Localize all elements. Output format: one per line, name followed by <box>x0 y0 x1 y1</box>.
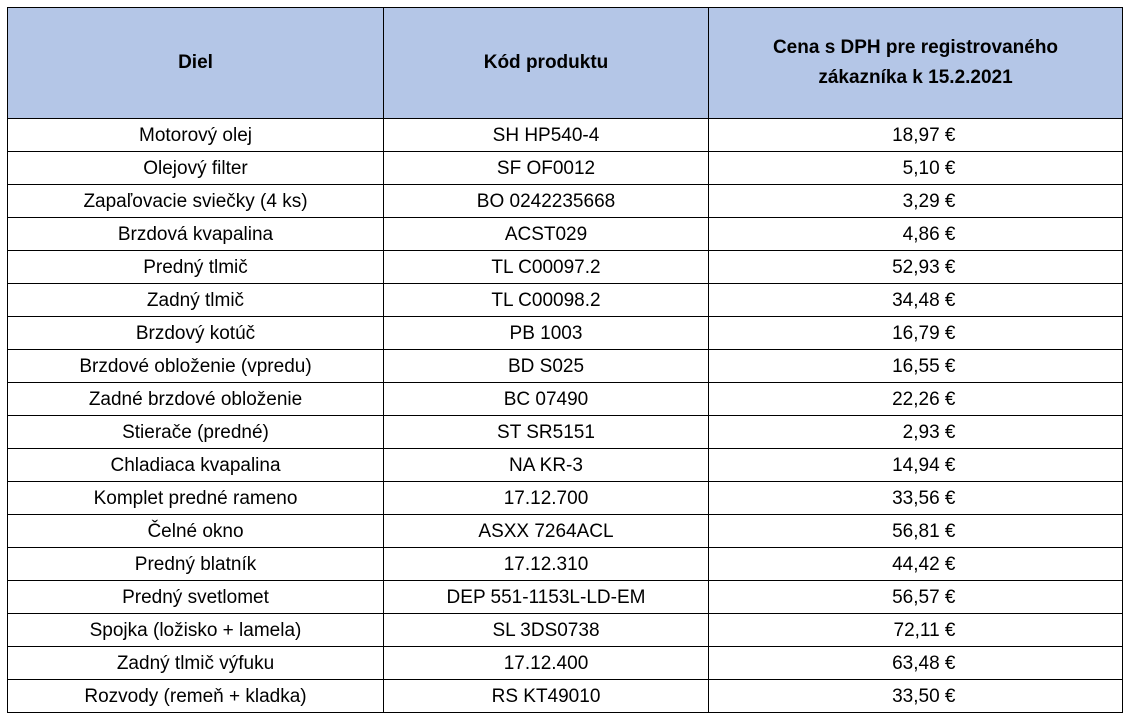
table-row <box>8 581 1123 614</box>
price-value: 16,79 € <box>892 322 956 344</box>
cell-part: Brzdové obloženie (vpredu) <box>8 350 384 383</box>
price-value: 2,93 € <box>902 421 956 443</box>
price-value: 4,86 € <box>902 223 956 245</box>
table-row <box>8 185 1123 218</box>
cell-code: TL C00097.2 <box>384 251 709 284</box>
cell-price <box>709 383 1123 416</box>
table-row <box>8 548 1123 581</box>
cell-price <box>709 680 1123 713</box>
price-value: 44,42 € <box>892 553 956 575</box>
cell-price <box>709 449 1123 482</box>
cell-price <box>709 152 1123 185</box>
price-value: 34,48 € <box>892 289 956 311</box>
price-table-container <box>7 7 1122 713</box>
price-value: 33,56 € <box>892 487 956 509</box>
header-price <box>709 8 1123 119</box>
price-value: 56,57 € <box>892 586 956 608</box>
table-row <box>8 614 1123 647</box>
cell-code: SF OF0012 <box>384 152 709 185</box>
table-row <box>8 350 1123 383</box>
cell-code: BO 0242235668 <box>384 185 709 218</box>
cell-part: Predný svetlomet <box>8 581 384 614</box>
cell-code: DEP 551-1153L-LD-EM <box>384 581 709 614</box>
cell-price <box>709 251 1123 284</box>
cell-price <box>709 482 1123 515</box>
cell-code: ST SR5151 <box>384 416 709 449</box>
price-value: 18,97 € <box>892 124 956 146</box>
cell-part: Čelné okno <box>8 515 384 548</box>
cell-code: ACST029 <box>384 218 709 251</box>
table-header-row <box>8 8 1123 119</box>
cell-price <box>709 581 1123 614</box>
cell-price <box>709 647 1123 680</box>
price-value: 63,48 € <box>892 652 956 674</box>
cell-part: Motorový olej <box>8 119 384 152</box>
price-value: 5,10 € <box>902 157 956 179</box>
cell-code: SH HP540-4 <box>384 119 709 152</box>
cell-part: Zadné brzdové obloženie <box>8 383 384 416</box>
cell-code: ASXX 7264ACL <box>384 515 709 548</box>
cell-price <box>709 185 1123 218</box>
table-row <box>8 449 1123 482</box>
price-value: 33,50 € <box>892 685 956 707</box>
table-row <box>8 647 1123 680</box>
table-body <box>8 119 1123 713</box>
table-row <box>8 482 1123 515</box>
price-value: 22,26 € <box>892 388 956 410</box>
cell-price <box>709 119 1123 152</box>
cell-part: Spojka (ložisko + lamela) <box>8 614 384 647</box>
cell-price <box>709 218 1123 251</box>
header-product-code: Kód produktu <box>384 8 709 119</box>
cell-part: Stierače (predné) <box>8 416 384 449</box>
price-value: 56,81 € <box>892 520 956 542</box>
header-part: Diel <box>8 8 384 119</box>
table-row <box>8 383 1123 416</box>
cell-code: PB 1003 <box>384 317 709 350</box>
cell-part: Komplet predné rameno <box>8 482 384 515</box>
table-row <box>8 152 1123 185</box>
table-row <box>8 680 1123 713</box>
cell-part: Zadný tlmič výfuku <box>8 647 384 680</box>
price-value: 16,55 € <box>892 355 956 377</box>
cell-part: Predný tlmič <box>8 251 384 284</box>
table-row <box>8 284 1123 317</box>
cell-part: Brzdová kvapalina <box>8 218 384 251</box>
parts-price-table <box>7 7 1123 713</box>
cell-code: BD S025 <box>384 350 709 383</box>
cell-part: Rozvody (remeň + kladka) <box>8 680 384 713</box>
cell-part: Zapaľovacie sviečky (4 ks) <box>8 185 384 218</box>
cell-price <box>709 614 1123 647</box>
cell-price <box>709 284 1123 317</box>
cell-price <box>709 515 1123 548</box>
cell-part: Zadný tlmič <box>8 284 384 317</box>
table-row <box>8 515 1123 548</box>
cell-code: TL C00098.2 <box>384 284 709 317</box>
cell-code: SL 3DS0738 <box>384 614 709 647</box>
cell-code: 17.12.310 <box>384 548 709 581</box>
table-row <box>8 416 1123 449</box>
table-row <box>8 119 1123 152</box>
cell-price <box>709 350 1123 383</box>
cell-price <box>709 416 1123 449</box>
header-price-label: Cena s DPH pre registrovaného zákazníka k 15.2.2021 <box>772 37 1059 88</box>
table-row <box>8 317 1123 350</box>
price-value: 3,29 € <box>902 190 956 212</box>
cell-code: RS KT49010 <box>384 680 709 713</box>
cell-code: NA KR-3 <box>384 449 709 482</box>
cell-code: 17.12.700 <box>384 482 709 515</box>
cell-part: Brzdový kotúč <box>8 317 384 350</box>
cell-part: Predný blatník <box>8 548 384 581</box>
table-row <box>8 251 1123 284</box>
price-value: 14,94 € <box>892 454 956 476</box>
price-value: 52,93 € <box>892 256 956 278</box>
cell-code: 17.12.400 <box>384 647 709 680</box>
price-value: 72,11 € <box>893 619 956 641</box>
cell-part: Chladiaca kvapalina <box>8 449 384 482</box>
cell-price <box>709 317 1123 350</box>
cell-part: Olejový filter <box>8 152 384 185</box>
cell-code: BC 07490 <box>384 383 709 416</box>
cell-price <box>709 548 1123 581</box>
table-row <box>8 218 1123 251</box>
